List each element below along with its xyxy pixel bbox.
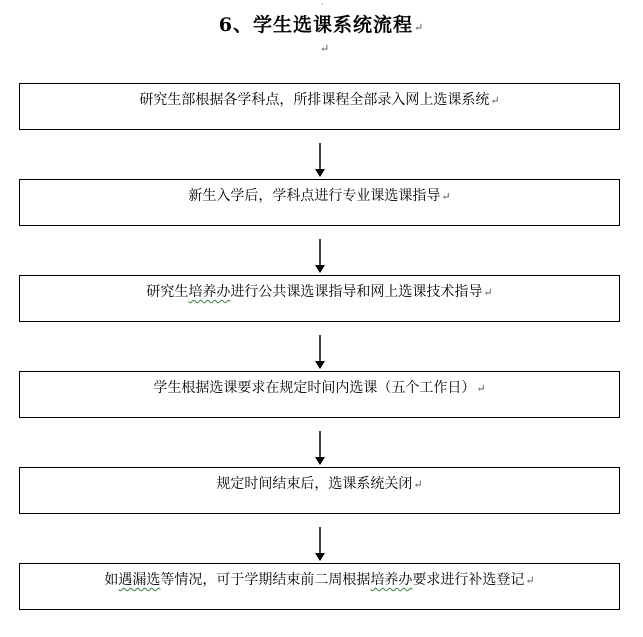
- flow-step-4-label: 学生根据选课要求在规定时间内选课（五个工作日）: [153, 380, 476, 396]
- empty-paragraph-mark-icon: ↵: [320, 42, 330, 55]
- flow-step-3-label-marked: 培养办: [188, 284, 231, 300]
- flow-step-5-label: 规定时间结束后，选课系统关闭: [216, 476, 413, 492]
- flow-step-3-label-post: 进行公共课选课指导和网上选课技术指导: [230, 284, 483, 300]
- paragraph-mark-icon: ↵: [414, 21, 425, 34]
- flow-step-1-text: [20, 92, 619, 109]
- flow-step-4: [19, 371, 620, 418]
- flow-step-1-label: 研究生部根据各学科点，所排课程全部录入网上选课系统: [139, 92, 490, 108]
- paragraph-mark-icon: ↵: [483, 286, 493, 299]
- flow-step-4-text: [20, 380, 619, 397]
- flow-step-5-text: [20, 476, 619, 493]
- flow-step-2-label: 新生入学后，学科点进行专业课选课指导: [188, 188, 441, 204]
- paragraph-mark-icon: ↵: [441, 190, 451, 203]
- flow-step-6: [19, 563, 620, 610]
- flow-step-3-label-pre: 研究生: [146, 284, 189, 300]
- flow-step-3: [19, 275, 620, 322]
- paragraph-mark-icon: ↵: [476, 382, 486, 395]
- paragraph-mark-icon: ↵: [525, 574, 535, 587]
- flow-step-1: [19, 83, 620, 130]
- paragraph-mark-icon: ↵: [490, 94, 500, 107]
- flow-step-2: [19, 179, 620, 226]
- flow-step-6-label-marked: 遇漏选: [118, 572, 161, 588]
- flow-step-3-text: [20, 284, 619, 301]
- flow-step-6-label-marked-2: 培养办: [370, 572, 413, 588]
- flow-step-6-label-mid: 等情况，可于学期结束前二周根据: [160, 572, 371, 588]
- top-edge-mark: ·: [321, 0, 324, 10]
- flow-step-6-text: [20, 572, 619, 589]
- title-text: 6、学生选课系统流程: [218, 14, 413, 36]
- flow-step-2-text: [20, 188, 619, 205]
- flow-step-6-label-pre: 如: [104, 572, 119, 588]
- diagram-title: [0, 10, 643, 37]
- paragraph-mark-icon: ↵: [413, 478, 423, 491]
- flow-step-5: [19, 467, 620, 514]
- flow-step-6-label-post: 要求进行补选登记: [412, 572, 525, 588]
